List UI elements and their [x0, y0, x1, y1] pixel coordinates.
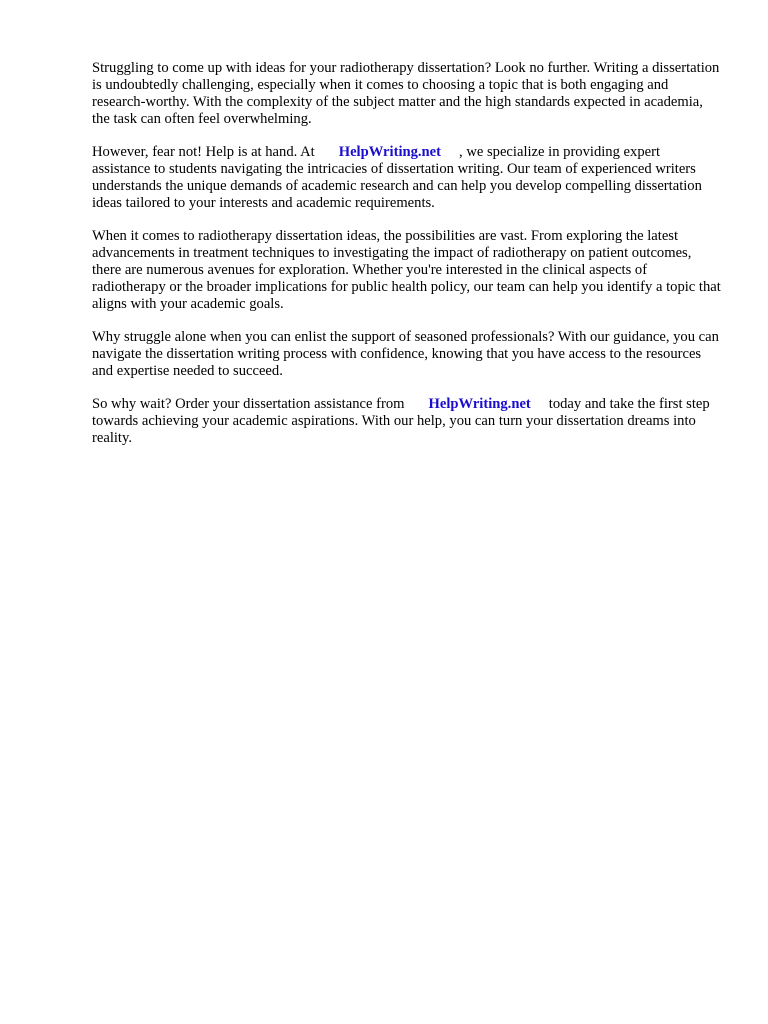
paragraph-text: When it comes to radiotherapy dissertation ideas, the possibilities are vast. From exploring the latest advancements in treatment techniques to investigating the impact of radiotherapy on patient outcomes, there are numerous avenues for exploration. Whether you're interested in the clinical aspects of radiotherapy or the broader implications for public health policy, our team can help you identify a topic that aligns with your academic goals. — [92, 228, 721, 312]
helpwriting-link[interactable]: HelpWriting.net — [338, 144, 442, 160]
paragraph-help — [92, 144, 722, 212]
paragraph-intro — [92, 60, 722, 128]
paragraph-text: Struggling to come up with ideas for your radiotherapy dissertation? Look no further. Writing a dissertation is undoubtedly challenging, especially when it comes to choosing a topic that is both engaging and research-worthy. With the complexity of the subject matter and the high standards expected in academia, the task can often feel overwhelming. — [92, 60, 720, 127]
paragraph-text: , we specialize in providing expert assistance to students navigating the intricacies of dissertation writing. Our team of experienced writers understands the unique demands of academic research and can help you develop compelling dissertation ideas tailored to your interests and academic requirements. — [92, 144, 702, 211]
paragraph-order — [92, 396, 722, 447]
document-body — [92, 60, 722, 463]
paragraph-text: So why wait? Order your dissertation assistance from — [92, 396, 405, 412]
helpwriting-link[interactable]: HelpWriting.net — [428, 396, 531, 412]
paragraph-ideas — [92, 228, 722, 313]
paragraph-text: Why struggle alone when you can enlist the support of seasoned professionals? With our guidance, you can navigate the dissertation writing process with confidence, knowing that you have access to the resources and expertise needed to succeed. — [92, 329, 719, 379]
paragraph-support — [92, 329, 722, 380]
paragraph-text: However, fear not! Help is at hand. At — [92, 144, 315, 160]
paragraph-text: today and take the first step towards achieving your academic aspirations. With our help, you can turn your dissertation dreams into reality. — [92, 396, 710, 446]
